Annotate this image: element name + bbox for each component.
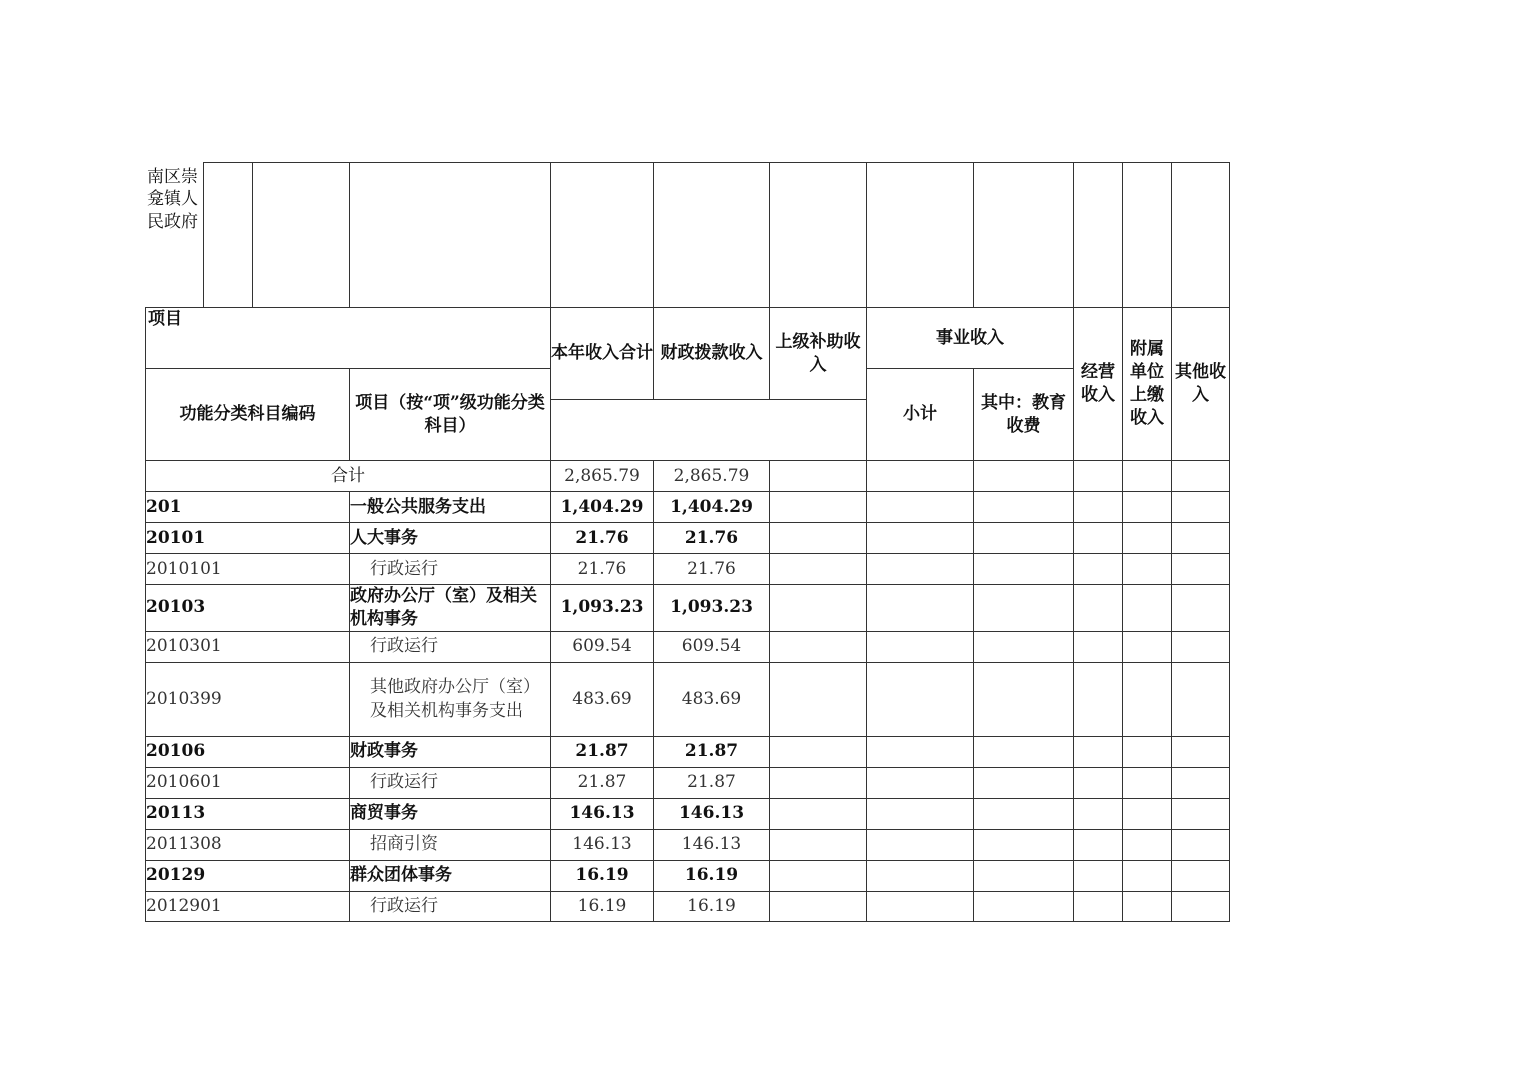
empty-cell [974,492,1074,523]
empty-cell [974,523,1074,554]
row-code: 2010601 [146,767,350,798]
row-name: 商贸事务 [350,798,551,829]
empty-cell [770,631,867,662]
empty-cell [1123,860,1172,891]
row-code: 2011308 [146,829,350,860]
row-name: 一般公共服务支出 [350,492,551,523]
income-table [145,307,1230,922]
header-business: 经营收入 [1074,308,1123,461]
empty-cell [1123,554,1172,585]
table-row [146,492,1230,523]
empty-cell [770,767,867,798]
empty-cell [1074,585,1123,632]
empty-cell [1172,631,1230,662]
row-code: 2010301 [146,631,350,662]
empty-cell [1172,798,1230,829]
total-amount: 2,865.79 [551,461,654,492]
empty-cell [203,163,252,308]
row-code: 2012901 [146,891,350,921]
table-row [146,585,1230,632]
header-func-code: 功能分类科目编码 [146,369,350,461]
empty-cell [1074,891,1123,921]
empty-cell [653,163,769,308]
row-total: 21.87 [551,767,654,798]
empty-cell [1172,492,1230,523]
empty-cell [867,662,974,736]
row-total: 483.69 [551,662,654,736]
empty-cell [1172,523,1230,554]
empty-cell [770,585,867,632]
empty-cell [867,631,974,662]
header-total: 本年收入合计 [551,308,654,400]
row-name: 招商引资 [350,829,551,860]
empty-cell [867,492,974,523]
row-code: 20106 [146,736,350,767]
header-subtotal: 小计 [867,369,974,461]
header-item-name: 项目（按“项”级功能分类科目） [350,369,551,461]
row-code: 20129 [146,860,350,891]
row-fiscal: 21.76 [654,523,770,554]
total-fiscal: 2,865.79 [654,461,770,492]
empty-cell [1073,163,1122,308]
empty-cell [973,163,1073,308]
row-fiscal: 21.76 [654,554,770,585]
empty-cell [1074,860,1123,891]
row-code: 20113 [146,798,350,829]
empty-cell [1074,798,1123,829]
empty-cell [1172,662,1230,736]
header-other: 其他收入 [1172,308,1230,461]
empty-cell [770,554,867,585]
empty-cell [974,829,1074,860]
row-total: 146.13 [551,829,654,860]
org-header-table [145,162,1230,308]
row-fiscal: 21.87 [654,767,770,798]
empty-cell [1074,662,1123,736]
header-affiliated: 附属单位上缴收入 [1123,308,1172,461]
empty-cell [1123,829,1172,860]
empty-cell [252,163,349,308]
empty-cell [770,891,867,921]
row-name: 政府办公厅（室）及相关机构事务 [350,585,551,632]
table-row [146,798,1230,829]
empty-cell [867,736,974,767]
empty-cell [770,798,867,829]
header-career: 事业收入 [867,308,1074,369]
row-total: 146.13 [551,798,654,829]
empty-cell [1123,492,1172,523]
empty-cell [1074,554,1123,585]
row-name: 行政运行 [350,891,551,921]
row-code: 20101 [146,523,350,554]
empty-cell [1172,554,1230,585]
empty-cell [770,829,867,860]
row-total: 1,093.23 [551,585,654,632]
empty-cell [1074,631,1123,662]
row-fiscal: 16.19 [654,860,770,891]
empty-cell [867,767,974,798]
header-project: 项目 [146,308,551,369]
empty-cell [349,163,550,308]
empty-cell [1172,829,1230,860]
empty-cell [1172,891,1230,921]
empty-cell [867,523,974,554]
empty-cell [974,798,1074,829]
empty-cell [1123,798,1172,829]
row-code: 201 [146,492,350,523]
header-fiscal: 财政拨款收入 [654,308,770,400]
header-education: 其中：教育收费 [974,369,1074,461]
row-name: 行政运行 [350,631,551,662]
table-row [146,767,1230,798]
row-total: 1,404.29 [551,492,654,523]
row-name: 行政运行 [350,554,551,585]
empty-cell [1123,585,1172,632]
table-row [146,860,1230,891]
org-name: 南区崇龛镇人民政府 [145,163,203,308]
header-superior: 上级补助收入 [770,308,867,400]
empty-cell [770,662,867,736]
row-fiscal: 1,404.29 [654,492,770,523]
empty-cell [769,163,866,308]
empty-cell [867,585,974,632]
table-row [146,891,1230,921]
row-total: 21.87 [551,736,654,767]
empty-cell [1074,767,1123,798]
empty-cell [770,492,867,523]
empty-cell [867,829,974,860]
empty-cell [974,736,1074,767]
empty-cell [1171,163,1229,308]
table-row [146,554,1230,585]
row-name: 财政事务 [350,736,551,767]
empty-cell [974,554,1074,585]
empty-cell [974,585,1074,632]
empty-cell [550,163,653,308]
empty-cell [974,767,1074,798]
empty-cell [867,554,974,585]
empty-cell [1123,662,1172,736]
row-name: 其他政府办公厅（室）及相关机构事务支出 [350,662,551,736]
row-total: 16.19 [551,860,654,891]
empty-cell [867,798,974,829]
empty-cell [1122,163,1171,308]
empty-cell [770,860,867,891]
row-code: 2010399 [146,662,350,736]
empty-cell [1172,585,1230,632]
row-fiscal: 146.13 [654,798,770,829]
row-fiscal: 483.69 [654,662,770,736]
table-row [146,523,1230,554]
row-fiscal: 1,093.23 [654,585,770,632]
row-total: 16.19 [551,891,654,921]
row-fiscal: 21.87 [654,736,770,767]
empty-cell [974,662,1074,736]
row-total: 609.54 [551,631,654,662]
empty-cell [974,891,1074,921]
empty-cell [1172,767,1230,798]
empty-cell [1123,631,1172,662]
row-code: 20103 [146,585,350,632]
row-fiscal: 609.54 [654,631,770,662]
empty-cell [770,523,867,554]
row-name: 行政运行 [350,767,551,798]
row-code: 2010101 [146,554,350,585]
empty-cell [770,736,867,767]
empty-cell [974,860,1074,891]
total-label: 合计 [146,461,551,492]
row-total: 21.76 [551,523,654,554]
empty-cell [974,631,1074,662]
row-total: 21.76 [551,554,654,585]
empty-cell [1074,523,1123,554]
empty-cell [1074,736,1123,767]
row-name: 群众团体事务 [350,860,551,891]
total-row [146,461,1230,492]
empty-cell [1074,829,1123,860]
table-row [146,736,1230,767]
empty-cell [867,891,974,921]
empty-cell [1172,860,1230,891]
empty-cell [1172,736,1230,767]
empty-cell [866,163,973,308]
empty-cell [1123,523,1172,554]
empty-cell [867,860,974,891]
row-name: 人大事务 [350,523,551,554]
row-fiscal: 146.13 [654,829,770,860]
table-row [146,631,1230,662]
row-fiscal: 16.19 [654,891,770,921]
table-row [146,829,1230,860]
empty-cell [1123,736,1172,767]
empty-cell [1074,492,1123,523]
empty-cell [1123,767,1172,798]
empty-cell [1123,891,1172,921]
table-row [146,662,1230,736]
